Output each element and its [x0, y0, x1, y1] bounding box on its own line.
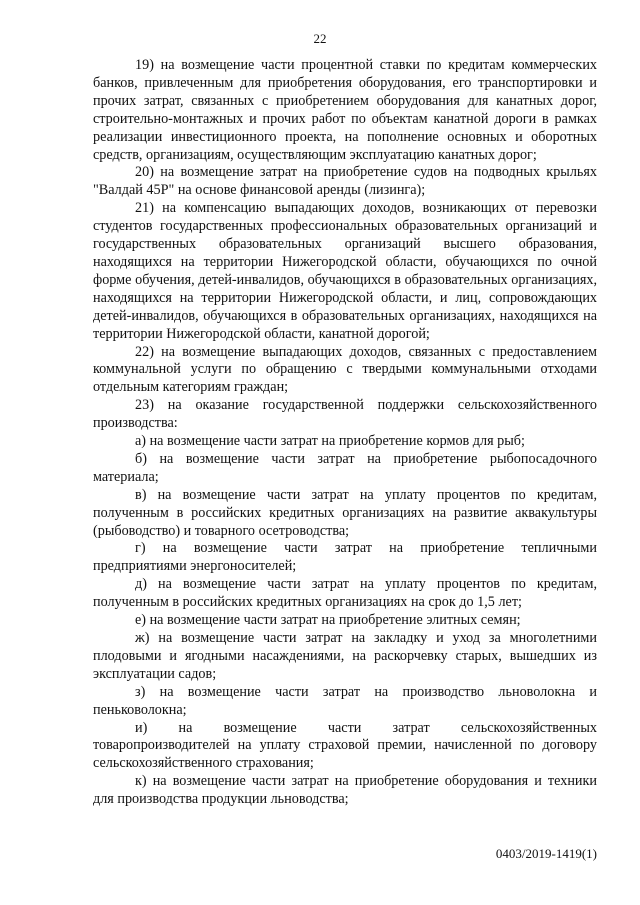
paragraph-item-19: 19) на возмещение части процентной ставки по кредитам коммерческих банков, привлеченным для приобретения оборудования, его транспортировки и прочих затрат, связанных с приобретением оборудования для канатных дорог, строительно-монтажных и прочих работ по объектам канатной дороги в рамках реализации инвестиционного проекта, на пополнение основных и оборотных средств, организациям, осуществляющим эксплуатацию канатных дорог; [93, 57, 597, 163]
subitem-e: е) на возмещение части затрат на приобретение элитных семян; [135, 612, 521, 629]
subitem-v: в) на возмещение части затрат на уплату процентов по кредитам, полученным в российских кредитных организациях на развитие аквакультуры (рыбоводство) и товарного осетроводства; [93, 486, 597, 539]
subitem-b: б) на возмещение части затрат на приобретение рыбопосадочного материала; [93, 450, 597, 485]
subitem-i: и) на возмещение части затрат сельскохозяйственных товаропроизводителей на уплату страховой премии, начисленной по договору сельскохозяйственного страхования; [93, 719, 597, 772]
paragraph-item-23: 23) на оказание государственной поддержки сельскохозяйственного производства: [93, 397, 597, 432]
paragraph-item-21: 21) на компенсацию выпадающих доходов, возникающих от перевозки студентов государственных профессиональных образовательных организаций и государственных образовательных организаций высшего образования, находящихся на территории Нижегородской области, обучающихся по очной форме обучения, детей-инвалидов, обучающихся в образовательных организациях, находящихся на территории Нижегородской области, и лиц, сопровождающих детей-инвалидов, обучающихся в образовательных организациях, находящихся на территории Нижегородской области, канатной дорогой; [93, 200, 597, 342]
subitem-a: а) на возмещение части затрат на приобретение кормов для рыб; [135, 433, 525, 450]
paragraph-item-20: 20) на возмещение затрат на приобретение судов на подводных крыльях "Валдай 45Р" на основе финансовой аренды (лизинга); [93, 164, 597, 199]
subitem-k: к) на возмещение части затрат на приобретение оборудования и техники для производства продукции льноводства; [93, 773, 597, 808]
subitem-z: з) на возмещение части затрат на производство льноволокна и пеньковолокна; [93, 683, 597, 718]
subitem-d: д) на возмещение части затрат на уплату процентов по кредитам, полученным в российских кредитных организациях на срок до 1,5 лет; [93, 576, 597, 611]
subitem-g: г) на возмещение части затрат на приобретение тепличными предприятиями энергоносителей; [93, 540, 597, 575]
document-code: 0403/2019-1419(1) [495, 846, 597, 861]
subitem-zh: ж) на возмещение части затрат на закладку и уход за многолетними плодовыми и ягодными насаждениями, на раскорчевку старых, вышедших из эксплуатации садов; [93, 630, 597, 682]
document-body [93, 57, 597, 809]
paragraph-item-22: 22) на возмещение выпадающих доходов, связанных с предоставлением коммунальной услуги по обращению с твердыми коммунальными отходами отдельным категориям граждан; [93, 343, 597, 396]
page-number: 22 [313, 31, 327, 46]
